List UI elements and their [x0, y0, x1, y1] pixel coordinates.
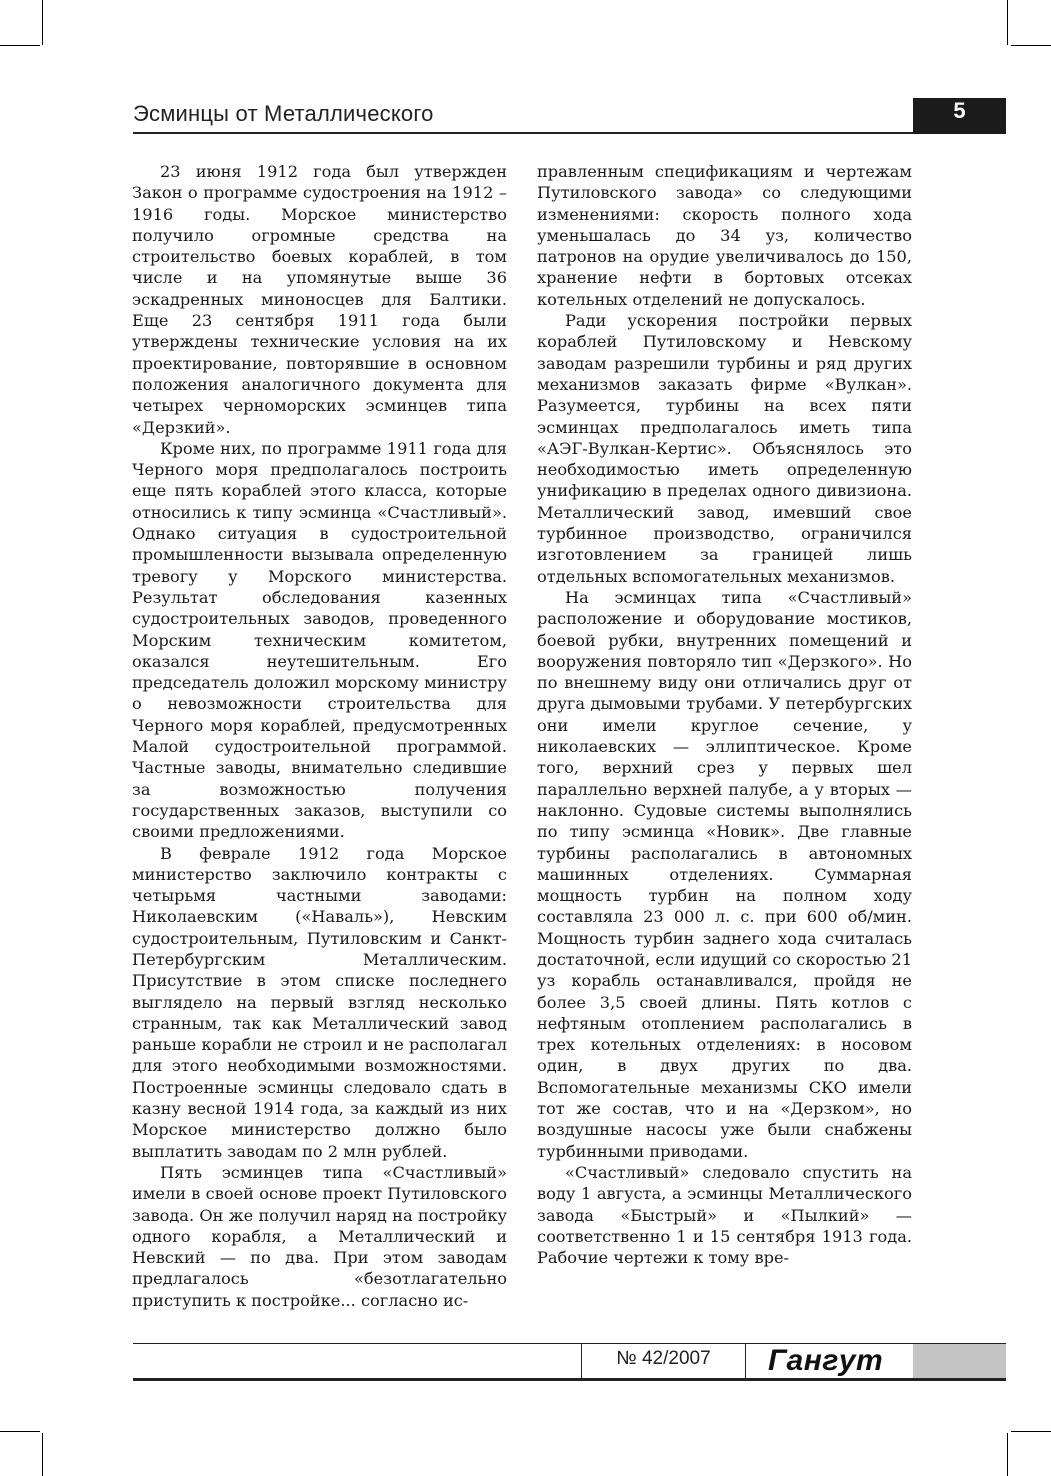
crop-mark	[1007, 0, 1008, 45]
paragraph: В феврале 1912 года Морское министерство заключило контракты с четырьмя частными заводами: Николаевским («Наваль»), Невским судостроительным, Путиловским и Санкт-Петербургским Металлическим. Присутствие в этом списке последнего выглядело на первый взгляд несколько странным, так как Металлический завод раньше корабли не строил и не располагал для этого необходимыми возможностями. Построенные эсминцы следовало сдать в казну весной 1914 года, за каждый из них Морское министерство должно было выплатить заводам по 2 млн рублей.	[132, 843, 507, 1161]
page-number: 5	[913, 98, 1006, 134]
header-rule	[133, 132, 913, 134]
paragraph-continuation: правленным спецификациям и чертежам Путиловского завода» со следующими изменениями: скорость полного хода уменьшалась до 34 уз, количество патронов на орудие увеличивалось до 150, хранение нефти в бортовых отсеках котельных отделений не допускалось.	[537, 162, 912, 309]
paragraph: «Счастливый» следовало спустить на воду 1 августа, а эсминцы Металлического завода «Быстрый» и «Пылкий» — соответственно 1 и 15 сентября 1913 года. Рабочие чертежи к тому вре-	[537, 1162, 912, 1268]
footer-rule-bottom	[133, 1378, 1006, 1381]
running-title: Эсминцы от Металлического	[133, 101, 434, 126]
issue-number: № 42/2007	[616, 1348, 711, 1369]
paragraph: Кроме них, по программе 1911 года для Черного моря предполагалось построить еще пять кораблей этого класса, которые относились к типу эсминца «Счастливый». Однако ситуация в судостроительной промышленности вызывала определенную тревогу у Морского министерства. Результат обследования казенных судостроительных заводов, проведенного Морским техническим комитетом, оказался неутешительным. Его председатель доложил морскому министру о невозможности строительства для Черного моря кораблей, предусмотренных Малой судостроительной программой. Частные заводы, внимательно следившие за возможностью получения государственных заказов, выступили со своими предложениями.	[132, 438, 507, 842]
magazine-logo: Гангут	[768, 1344, 884, 1377]
footer-separator	[745, 1343, 746, 1379]
crop-mark	[42, 0, 43, 45]
crop-mark	[1007, 1433, 1008, 1476]
paragraph: Пять эсминцев типа «Счастливый» имели в своей основе проект Путиловского завода. Он же получил наряд на постройку одного корабля, а Металлический и Невский — по два. При этом заводам предлагалось «безотлагательно приступить к постройке... согласно ис-	[132, 1162, 507, 1310]
right-column	[537, 161, 912, 1268]
paragraph: Ради ускорения постройки первых кораблей Путиловскому и Невскому заводам разрешили турбины и ряд других механизмов заказать фирме «Вулкан». Разумеется, турбины на всех пяти эсминцах предполагалось иметь типа «АЭГ-Вулкан-Кертис». Объяснялось это необходимостью иметь определенную унификацию в пределах одного дивизиона. Металлический завод, имевший свое турбинное производство, ограничился изготовлением за границей лишь отдельных вспомогательных механизмов.	[537, 311, 912, 586]
crop-mark	[42, 1433, 43, 1476]
crop-mark	[1011, 45, 1051, 46]
paragraph: На эсминцах типа «Счастливый» расположение и оборудование мостиков, боевой рубки, внутренних помещений и вооружения повторяло тип «Дерзкого». Но по внешнему виду они отличались друг от друга дымовыми трубами. У петербургских они имели круглое сечение, у николаевских — эллиптическое. Кроме того, верхний срез у первых шел параллельно верхней палубе, а у вторых — наклонно. Судовые системы выполнялись по типу эсминца «Новик». Две главные турбины располагались в автономных машинных отделениях. Суммарная мощность турбин на полном ходу составляла 23 000 л. с. при 600 об/мин. Мощность турбин заднего хода считалась достаточной, если идущий со скоростью 21 уз корабль останавливался, пройдя не более 3,5 своей длины. Пять котлов с нефтяным отоплением располагались в трех котельных отделениях: в носовом один, в двух других по два. Вспомогательные механизмы СКО имели тот же состав, что и на «Дерзком», но воздушные насосы уже были снабжены турбинными приводами.	[537, 587, 912, 1161]
paragraph: 23 июня 1912 года был утвержден Закон о программе судостроения на 1912 – 1916 годы. Морское министерство получило огромные средства на строительство боевых кораблей, в том числе и на упомянутые выше 36 эскадренных миноносцев для Балтики. Еще 23 сентября 1911 года были утверждены технические условия на их проектирование, повторявшие в основном положения аналогичного документа для четырех черноморских эсминцев типа «Дерзкий».	[132, 162, 507, 437]
crop-mark	[1011, 1431, 1051, 1432]
left-column	[132, 161, 507, 1311]
crop-mark	[0, 45, 40, 46]
footer-grey-box	[913, 1344, 1006, 1378]
crop-mark	[0, 1431, 40, 1432]
